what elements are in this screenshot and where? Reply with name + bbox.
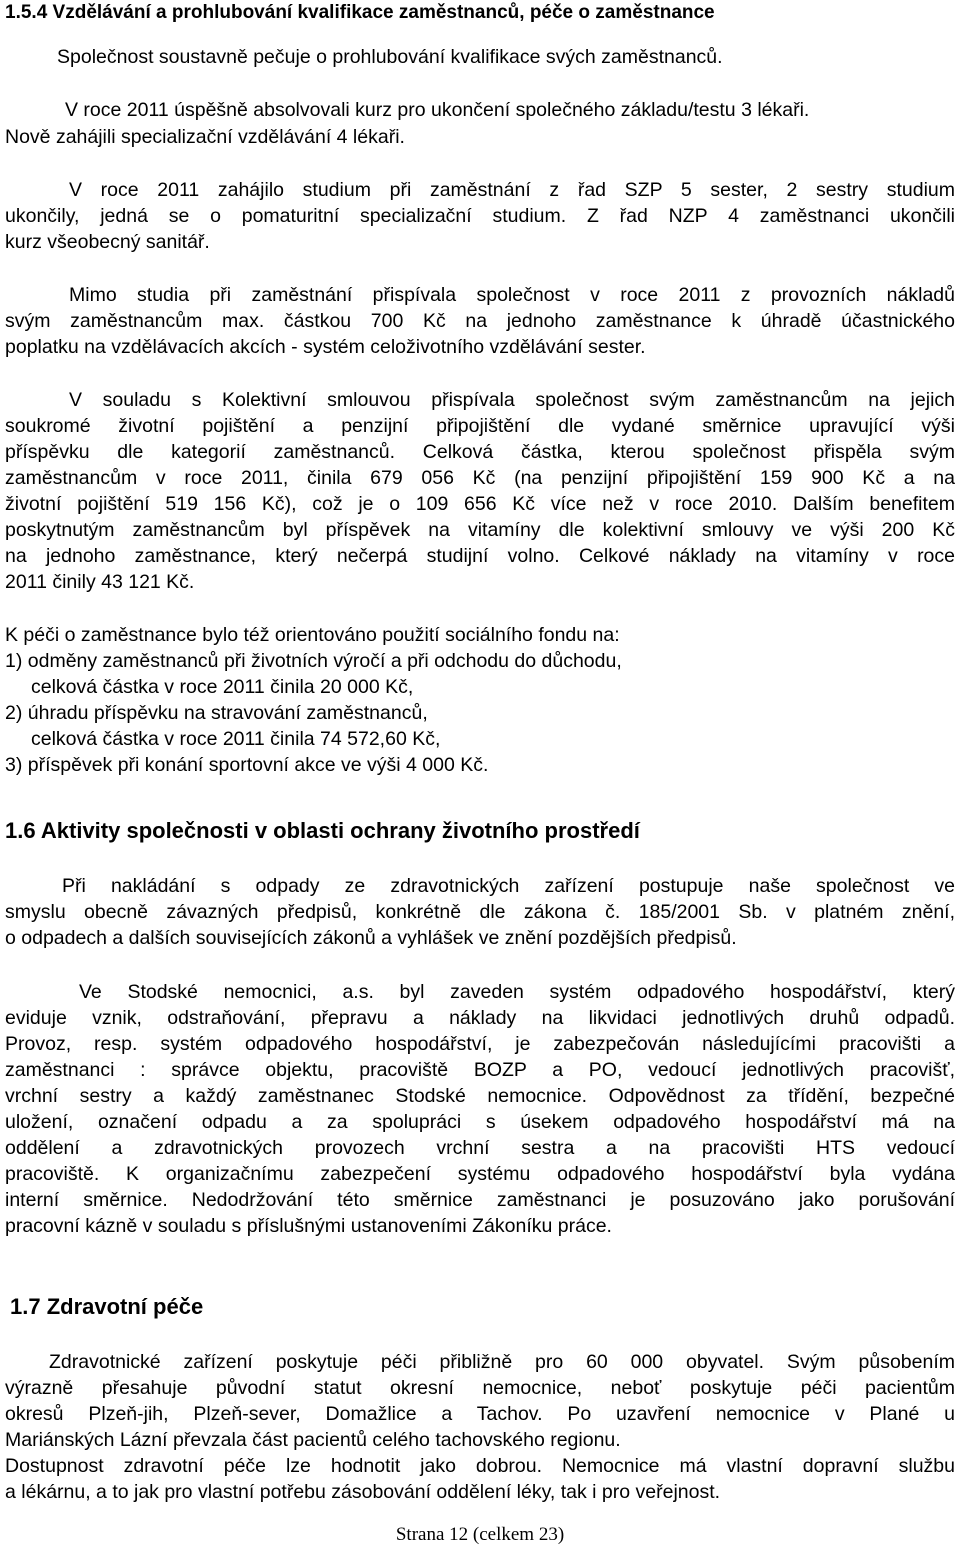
paragraph-text: Mimo studia při zaměstnání přispívala společnost v roce 2011 z provozních nákladů <box>69 284 955 306</box>
page-number: Strana 12 (celkem 23) <box>395 1524 565 1545</box>
paragraph-text: Dostupnost zdravotní péče lze hodnotit jako dobrou. Nemocnice má vlastní dopravní službu <box>5 1455 955 1477</box>
paragraph-text: uložení, označení odpadu a za spolupráci s úsekem odpadového hospodářství má na <box>5 1111 955 1133</box>
paragraph-text: eviduje vznik, odstraňování, přepravu a náklady na likvidaci jednotlivých druhů odpadů. <box>5 1007 955 1029</box>
paragraph-text: pracovní kázně v souladu s příslušnými ustanoveními Zákoníku práce. <box>5 1215 612 1237</box>
paragraph-text: a lékárnu, a to jak pro vlastní potřebu zásobování oddělení léky, tak i pro veřejnost. <box>5 1481 721 1503</box>
paragraph-text: pracoviště. K organizačnímu zabezpečení systému odpadového hospodářství byla vydána <box>5 1163 955 1185</box>
paragraph-text: smyslu obecně závazných předpisů, konkrétně dle zákona č. 185/2001 Sb. v platném znění, <box>5 901 955 923</box>
section-heading-1-6: 1.6 Aktivity společnosti v oblasti ochrany životního prostředí <box>5 818 640 843</box>
paragraph-text: o odpadech a dalších souvisejících zákonů a vyhlášek ve znění pozdějších předpisů. <box>5 927 737 949</box>
paragraph-text: Provoz, resp. systém odpadového hospodářství, je zabezpečován následujícími pracovišti a <box>5 1033 955 1055</box>
paragraph-text: interní směrnice. Nedodržování této směrnice zaměstnanci je posuzováno jako porušování <box>5 1189 955 1211</box>
paragraph-text: poplatku na vzdělávacích akcích - systém celoživotního vzdělávání sester. <box>5 336 646 358</box>
paragraph-text: V roce 2011 úspěšně absolvovali kurz pro ukončení společného základu/testu 3 lékaři. <box>65 99 810 121</box>
paragraph-text: soukromé životní pojištění a penzijní připojištění dle vydané směrnice upravující výši <box>5 415 955 437</box>
list-item: 1) odměny zaměstnanců při životních výročí a při odchodu do důchodu, <box>5 650 622 672</box>
paragraph-text: 2011 činily 43 121 Kč. <box>5 571 195 593</box>
list-item: 3) příspěvek při konání sportovní akce ve výši 4 000 Kč. <box>5 754 489 776</box>
paragraph-text: poskytnutým zaměstnancům byl příspěvek na vitamíny dle kolektivní smlouvy ve výši 200 Kč <box>5 519 955 541</box>
list-item-detail: celková částka v roce 2011 činila 74 572,60 Kč, <box>31 728 441 750</box>
list-item-detail: celková částka v roce 2011 činila 20 000 Kč, <box>31 676 414 698</box>
paragraph-text: na jednoho zaměstnance, který nečerpá studijní volno. Celkové náklady na vitamíny v roce <box>5 545 955 567</box>
paragraph-text: okresů Plzeň-jih, Plzeň-sever, Domažlice a Tachov. Po uzavření nemocnice v Plané u <box>5 1403 955 1425</box>
paragraph-text: Mariánských Lázní převzala část pacientů celého tachovského regionu. <box>5 1429 621 1451</box>
paragraph-text: vrchní sestry a každý zaměstnanec Stodské nemocnice. Odpovědnost za třídění, bezpečné <box>5 1085 955 1107</box>
paragraph-text: zaměstnancům v roce 2011, činila 679 056 Kč (na penzijní připojištění 159 900 Kč a na <box>5 467 955 489</box>
paragraph-text: Nově zahájili specializační vzdělávání 4 lékaři. <box>5 126 405 148</box>
paragraph-text: K péči o zaměstnance bylo též orientováno použití sociálního fondu na: <box>5 624 620 646</box>
section-heading-1-7: 1.7 Zdravotní péče <box>10 1294 204 1319</box>
paragraph-text: V souladu s Kolektivní smlouvou přispívala společnost svým zaměstnancům na jejich <box>69 389 955 411</box>
paragraph-text: svým zaměstnancům max. částkou 700 Kč na jednoho zaměstnance k úhradě účastnického <box>5 310 955 332</box>
paragraph-text: Ve Stodské nemocnici, a.s. byl zaveden systém odpadového hospodářství, který <box>79 981 955 1003</box>
paragraph-text: Zdravotnické zařízení poskytuje péči přibližně pro 60 000 obyvatel. Svým působením <box>49 1351 955 1373</box>
paragraph-text: příspěvku dle kategorií zaměstnanců. Celková částka, kterou společnost přispěla svým <box>5 441 955 463</box>
paragraph-text: zaměstnanci : správce objektu, pracoviště BOZP a PO, vedoucí jednotlivých pracovišť, <box>5 1059 955 1081</box>
paragraph-text: kurz všeobecný sanitář. <box>5 231 210 253</box>
list-item: 2) úhradu příspěvku na stravování zaměstnanců, <box>5 702 428 724</box>
paragraph-text: V roce 2011 zahájilo studium při zaměstnání z řad SZP 5 sester, 2 sestry studium <box>69 179 955 201</box>
paragraph-text: Společnost soustavně pečuje o prohlubování kvalifikace svých zaměstnanců. <box>57 46 723 68</box>
paragraph-text: Při nakládání s odpady ze zdravotnických zařízení postupuje naše společnost ve <box>62 875 955 897</box>
paragraph-text: ukončily, jedná se o pomaturitní specializační studium. Z řad NZP 4 zaměstnanci ukončili <box>5 205 955 227</box>
section-heading-1-5-4: 1.5.4 Vzdělávání a prohlubování kvalifikace zaměstnanců, péče o zaměstnance <box>5 2 715 23</box>
paragraph-text: oddělení a zdravotnických provozech vrchní sestra a na pracovišti HTS vedoucí <box>5 1137 955 1159</box>
paragraph-text: výrazně přesahuje původní statut okresní nemocnice, neboť poskytuje péči pacientům <box>5 1377 955 1399</box>
paragraph-text: životní pojištění 519 156 Kč), což je o 109 656 Kč více než v roce 2010. Dalším benefitem <box>5 493 955 515</box>
